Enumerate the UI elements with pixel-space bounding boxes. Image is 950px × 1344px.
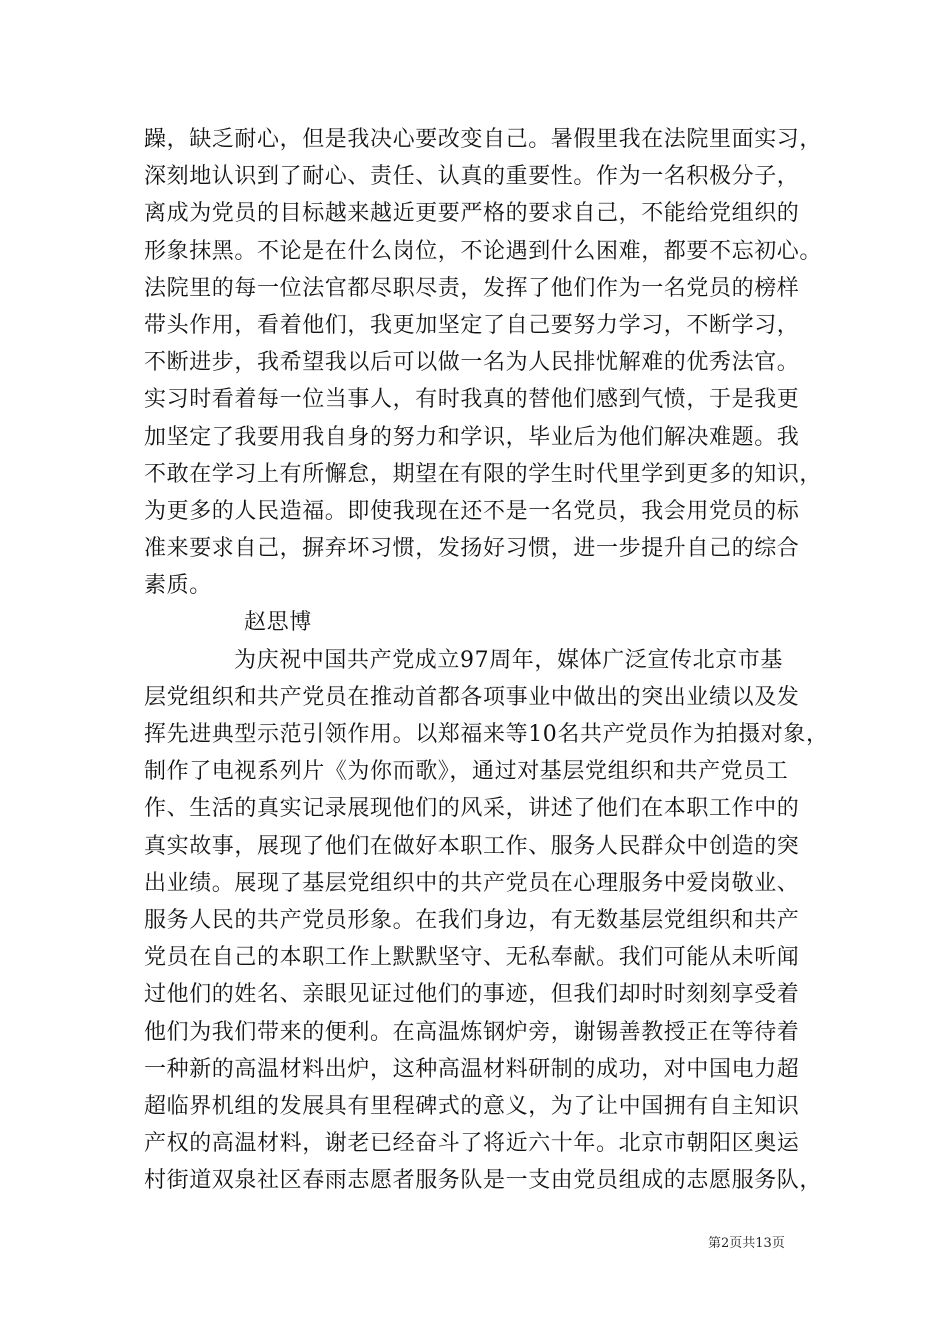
text-line: 服务人民的共产党员形象。在我们身边，有无数基层党组织和共产 [144, 907, 800, 933]
text-line: 超临界机组的发展具有里程碑式的意义，为了让中国拥有自主知识 [144, 1093, 800, 1119]
paragraph-1 [144, 121, 834, 604]
text-line: 村街道双泉社区春雨志愿者服务队是一支由党员组成的志愿服务队， [144, 1168, 823, 1194]
text-line: 一种新的高温材料出炉，这种高温材料研制的成功，对中国电力超 [144, 1056, 800, 1082]
text-line: 真实故事，展现了他们在做好本职工作、服务人民群众中创造的突 [144, 833, 800, 859]
text-line: 过他们的姓名、亲眼见证过他们的事迹，但我们却时时刻刻享受着 [144, 982, 800, 1008]
document-body [144, 121, 834, 1199]
text-line: 准来要求自己，摒弃坏习惯，发扬好习惯，进一步提升自己的综合 [144, 536, 800, 562]
text-line: 他们为我们带来的便利。在高温炼钢炉旁，谢锡善教授正在等待着 [144, 1019, 800, 1045]
text-line: 为庆祝中国共产党成立97周年，媒体广泛宣传北京市基 [234, 647, 783, 673]
text-line: 党员在自己的本职工作上默默坚守、无私奉献。我们可能从未听闻 [144, 945, 800, 971]
text-line: 素质。 [144, 573, 212, 599]
author-name: 赵思博 [244, 610, 312, 636]
text-line: 挥先进典型示范引领作用。以郑福来等10名共产党员作为拍摄对象， [144, 722, 829, 747]
text-line: 为更多的人民造福。即使我现在还不是一名党员，我会用党员的标 [144, 498, 800, 524]
text-line: 产权的高温材料，谢老已经奋斗了将近六十年。北京市朝阳区奥运 [144, 1131, 800, 1157]
text-line: 不敢在学习上有所懈怠，期望在有限的学生时代里学到更多的知识， [144, 461, 823, 487]
text-line: 深刻地认识到了耐心、责任、认真的重要性。作为一名积极分子， [144, 164, 800, 190]
text-line: 法院里的每一位法官都尽职尽责，发挥了他们作为一名党员的榜样 [144, 275, 800, 301]
text-line: 作、生活的真实记录展现他们的风采，讲述了他们在本职工作中的 [144, 796, 800, 822]
text-line: 带头作用，看着他们，我更加坚定了自己要努力学习，不断学习， [144, 312, 800, 338]
page-number-footer: 第2页共13页 [708, 1236, 785, 1251]
text-line: 出业绩。展现了基层党组织中的共产党员在心理服务中爱岗敬业、 [144, 870, 800, 896]
text-line: 层党组织和共产党员在推动首都各项事业中做出的突出业绩以及发 [144, 684, 800, 710]
paragraph-2 [144, 642, 834, 1200]
text-line: 躁，缺乏耐心，但是我决心要改变自己。暑假里我在法院里面实习， [144, 127, 823, 152]
text-line: 形象抹黑。不论是在什么岗位，不论遇到什么困难，都要不忘初心。 [144, 238, 823, 264]
text-line: 离成为党员的目标越来越近更要严格的要求自己，不能给党组织的 [144, 201, 800, 227]
text-line: 加坚定了我要用我自身的努力和学识，毕业后为他们解决难题。我 [144, 424, 800, 450]
text-line: 不断进步，我希望我以后可以做一名为人民排忧解难的优秀法官。 [144, 350, 800, 376]
text-line: 实习时看着每一位当事人，有时我真的替他们感到气愤，于是我更 [144, 387, 800, 413]
text-line: 制作了电视系列片《为你而歌》，通过对基层党组织和共产党员工 [144, 759, 789, 785]
